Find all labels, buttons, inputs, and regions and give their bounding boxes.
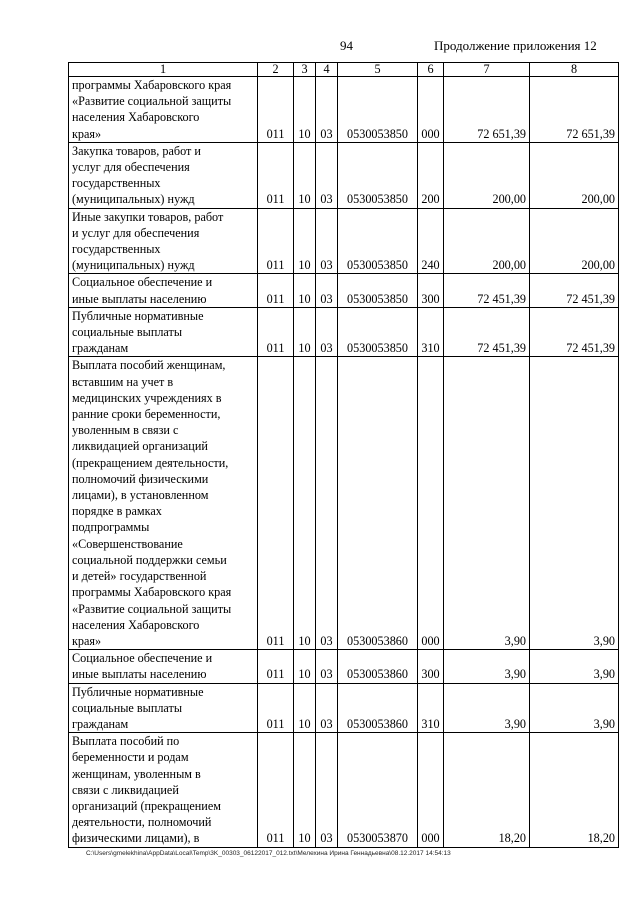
description-line: полномочий физическими xyxy=(72,471,209,486)
description-line: Выплата пособий по xyxy=(72,734,180,749)
subsection-code: 03 xyxy=(316,307,338,357)
description-line: (муниципальных) нужд xyxy=(72,192,195,207)
expense-type-code: 310 xyxy=(418,683,444,733)
subsection-code: 03 xyxy=(316,142,338,208)
description-line: связи с ликвидацией xyxy=(72,782,179,797)
description-line: программы Хабаровского края xyxy=(72,585,232,600)
section-code: 10 xyxy=(294,733,316,847)
description-line: услуг для обеспечения xyxy=(72,160,190,175)
amount-2018: 72 651,39 xyxy=(444,77,530,143)
description-line: Публичные нормативные xyxy=(72,684,204,699)
expense-type-code: 300 xyxy=(418,274,444,307)
description-line: гражданам xyxy=(72,716,129,731)
budget-table xyxy=(68,62,619,848)
description-line: края» xyxy=(72,633,102,648)
table-row xyxy=(69,208,619,274)
ministry-code: 011 xyxy=(258,77,294,143)
row-description xyxy=(69,307,258,357)
description-line: порядке в рамках xyxy=(72,504,162,519)
section-code: 10 xyxy=(294,650,316,683)
amount-2018: 3,90 xyxy=(444,650,530,683)
column-header: 1 xyxy=(69,63,258,77)
target-article-code: 0530053860 xyxy=(338,683,418,733)
description-line: государственных xyxy=(72,176,161,191)
description-line: медицинских учреждениях в xyxy=(72,390,222,405)
description-line: Выплата пособий женщинам, xyxy=(72,358,226,373)
target-article-code: 0530053860 xyxy=(338,357,418,650)
description-line: деятельности, полномочий xyxy=(72,815,212,830)
column-header: 7 xyxy=(444,63,530,77)
section-code: 10 xyxy=(294,77,316,143)
description-line: социальной поддержки семьи xyxy=(72,552,227,567)
table-row xyxy=(69,142,619,208)
amount-2018: 3,90 xyxy=(444,683,530,733)
expense-type-code: 200 xyxy=(418,142,444,208)
amount-2019: 3,90 xyxy=(530,357,619,650)
description-line: подпрограммы xyxy=(72,520,150,535)
subsection-code: 03 xyxy=(316,650,338,683)
subsection-code: 03 xyxy=(316,733,338,847)
description-line: (муниципальных) нужд xyxy=(72,258,195,273)
table-row xyxy=(69,307,619,357)
section-code: 10 xyxy=(294,357,316,650)
target-article-code: 0530053850 xyxy=(338,77,418,143)
section-code: 10 xyxy=(294,142,316,208)
description-line: «Развитие социальной защиты xyxy=(72,94,232,109)
row-description xyxy=(69,683,258,733)
row-description xyxy=(69,77,258,143)
column-header: 8 xyxy=(530,63,619,77)
row-description xyxy=(69,208,258,274)
expense-type-code: 240 xyxy=(418,208,444,274)
subsection-code: 03 xyxy=(316,274,338,307)
file-path-footer: C:\Users\gmelekhina\AppData\Local\Temp\3K_00303_06122017_012.txt\Мелехина Ирина Геннадьевна\08.12.2017 14:54:13 xyxy=(86,850,451,857)
description-line: и детей» государственной xyxy=(72,569,207,584)
description-line: Закупка товаров, работ и xyxy=(72,143,201,158)
header-row xyxy=(69,63,619,77)
column-header: 2 xyxy=(258,63,294,77)
description-line: «Развитие социальной защиты xyxy=(72,601,232,616)
continuation-title: Продолжение приложения 12 xyxy=(434,38,597,53)
section-code: 10 xyxy=(294,274,316,307)
ministry-code: 011 xyxy=(258,683,294,733)
expense-type-code: 000 xyxy=(418,77,444,143)
amount-2018: 72 451,39 xyxy=(444,307,530,357)
target-article-code: 0530053850 xyxy=(338,208,418,274)
table-row xyxy=(69,733,619,847)
target-article-code: 0530053850 xyxy=(338,307,418,357)
expense-type-code: 000 xyxy=(418,357,444,650)
page-number: 94 xyxy=(340,38,353,53)
amount-2019: 72 451,39 xyxy=(530,307,619,357)
ministry-code: 011 xyxy=(258,357,294,650)
row-description xyxy=(69,142,258,208)
description-line: и услуг для обеспечения xyxy=(72,225,200,240)
ministry-code: 011 xyxy=(258,208,294,274)
target-article-code: 0530053850 xyxy=(338,142,418,208)
description-line: государственных xyxy=(72,242,161,257)
description-line: населения Хабаровского xyxy=(72,617,200,632)
description-line: населения Хабаровского xyxy=(72,110,200,125)
description-line: социальные выплаты xyxy=(72,700,183,715)
description-line: Публичные нормативные xyxy=(72,308,204,323)
description-line: края» xyxy=(72,126,102,141)
subsection-code: 03 xyxy=(316,683,338,733)
description-line: Социальное обеспечение и xyxy=(72,275,213,290)
amount-2018: 3,90 xyxy=(444,357,530,650)
ministry-code: 011 xyxy=(258,733,294,847)
subsection-code: 03 xyxy=(316,77,338,143)
row-description xyxy=(69,274,258,307)
amount-2019: 18,20 xyxy=(530,733,619,847)
description-line: (прекращением деятельности, xyxy=(72,455,229,470)
column-header: 3 xyxy=(294,63,316,77)
section-code: 10 xyxy=(294,208,316,274)
description-line: программы Хабаровского края xyxy=(72,78,232,92)
row-description xyxy=(69,357,258,650)
amount-2018: 200,00 xyxy=(444,208,530,274)
amount-2019: 200,00 xyxy=(530,208,619,274)
subsection-code: 03 xyxy=(316,208,338,274)
ministry-code: 011 xyxy=(258,142,294,208)
table-row xyxy=(69,683,619,733)
amount-2019: 200,00 xyxy=(530,142,619,208)
description-line: ранние сроки беременности, xyxy=(72,407,221,422)
ministry-code: 011 xyxy=(258,274,294,307)
amount-2019: 3,90 xyxy=(530,683,619,733)
amount-2018: 72 451,39 xyxy=(444,274,530,307)
column-header: 4 xyxy=(316,63,338,77)
target-article-code: 0530053850 xyxy=(338,274,418,307)
amount-2018: 200,00 xyxy=(444,142,530,208)
description-line: ликвидацией организаций xyxy=(72,439,208,454)
description-line: физическими лицами), в xyxy=(72,831,200,846)
section-code: 10 xyxy=(294,307,316,357)
table-row xyxy=(69,77,619,143)
ministry-code: 011 xyxy=(258,650,294,683)
row-description xyxy=(69,650,258,683)
description-line: женщинам, уволенным в xyxy=(72,766,201,781)
description-line: уволенным в связи с xyxy=(72,423,179,438)
description-line: лицами), в установленном xyxy=(72,488,209,503)
expense-type-code: 310 xyxy=(418,307,444,357)
row-description xyxy=(69,733,258,847)
description-line: организаций (прекращением xyxy=(72,798,221,813)
description-line: социальные выплаты xyxy=(72,325,183,340)
amount-2019: 72 651,39 xyxy=(530,77,619,143)
amount-2018: 18,20 xyxy=(444,733,530,847)
table-body xyxy=(69,63,619,848)
subsection-code: 03 xyxy=(316,357,338,650)
expense-type-code: 300 xyxy=(418,650,444,683)
column-header: 6 xyxy=(418,63,444,77)
ministry-code: 011 xyxy=(258,307,294,357)
description-line: иные выплаты населению xyxy=(72,667,207,682)
expense-type-code: 000 xyxy=(418,733,444,847)
target-article-code: 0530053870 xyxy=(338,733,418,847)
description-line: иные выплаты населению xyxy=(72,291,207,306)
description-line: Социальное обеспечение и xyxy=(72,651,213,666)
description-line: Иные закупки товаров, работ xyxy=(72,209,224,224)
description-line: вставшим на учет в xyxy=(72,374,174,389)
target-article-code: 0530053860 xyxy=(338,650,418,683)
amount-2019: 72 451,39 xyxy=(530,274,619,307)
amount-2019: 3,90 xyxy=(530,650,619,683)
column-header: 5 xyxy=(338,63,418,77)
description-line: беременности и родам xyxy=(72,750,189,765)
description-line: гражданам xyxy=(72,341,129,356)
section-code: 10 xyxy=(294,683,316,733)
table-row xyxy=(69,650,619,683)
description-line: «Совершенствование xyxy=(72,536,183,551)
table-row xyxy=(69,357,619,650)
table-row xyxy=(69,274,619,307)
